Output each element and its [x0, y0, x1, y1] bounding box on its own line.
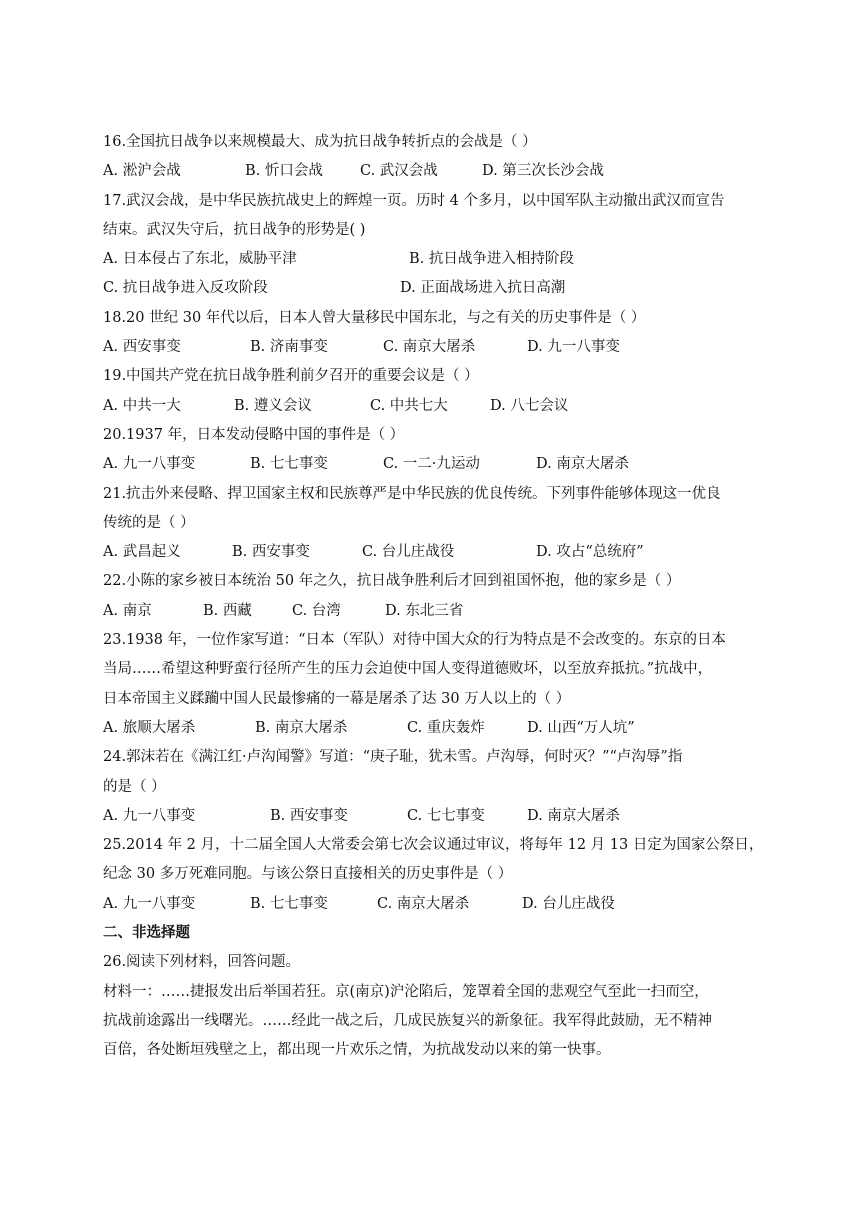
option-row — [103, 245, 768, 274]
option-b: B. 西安事变 — [270, 807, 348, 824]
option-b: B. 济南事变 — [250, 339, 328, 356]
option-row — [103, 538, 768, 567]
option-c: C. 台湾 — [292, 602, 341, 619]
option-a: A. 九一八事变 — [103, 895, 196, 912]
question-24 — [103, 743, 768, 831]
option-d: D. 八七会议 — [490, 397, 569, 414]
option-a: A. 淞沪会战 — [103, 163, 181, 180]
material-line: 百倍，各处断垣残壁之上，都出现一片欢乐之情，为抗战发动以来的第一快事。 — [103, 1042, 611, 1059]
option-a: A. 西安事变 — [103, 339, 181, 356]
question-stem-line: 19.中国共产党在抗日战争胜利前夕召开的重要会议是（ ） — [103, 368, 479, 385]
question-stem-line: 18.20 世纪 30 年代以后，日本人曾大量移民中国东北，与之有关的历史事件是（ ） — [103, 309, 646, 326]
option-b: B. 抗日战争进入相持阶段 — [409, 251, 574, 268]
option-a: A. 南京 — [103, 602, 152, 619]
question-23 — [103, 626, 768, 743]
option-row — [103, 714, 768, 743]
option-d: D. 九一八事变 — [527, 339, 620, 356]
question-16 — [103, 128, 768, 187]
material-line: 材料一：……捷报发出后举国若狂。京(南京)沪沦陷后，笼罩着全国的悲观空气至此一扫而空， — [103, 983, 709, 1000]
option-row — [103, 890, 768, 919]
option-b: B. 忻口会战 — [245, 163, 323, 180]
option-d: D. 东北三省 — [385, 602, 464, 619]
option-d: D. 台儿庄战役 — [522, 895, 615, 912]
option-d: D. 正面战场进入抗日高潮 — [400, 280, 566, 297]
option-c: C. 一二·九运动 — [383, 456, 480, 473]
option-a: A. 日本侵占了东北，威胁平津 — [103, 251, 297, 268]
question-stem-line: 17.武汉会战，是中华民族抗战史上的辉煌一页。历时 4 个多月，以中国军队主动撤出武汉而宣告 — [103, 192, 725, 209]
option-b: B. 七七事变 — [250, 895, 328, 912]
option-d: D. 山西“万人坑” — [527, 719, 635, 736]
option-d: D. 南京大屠杀 — [536, 456, 629, 473]
option-row — [103, 802, 768, 831]
option-d: D. 攻占“总统府” — [536, 544, 644, 561]
question-18 — [103, 304, 768, 363]
question-stem-line: 21.抗击外来侵略、捍卫国家主权和民族尊严是中华民族的优良传统。下列事件能够体现这一优良 — [103, 485, 721, 502]
option-c: C. 武汉会战 — [360, 163, 438, 180]
option-b: B. 西藏 — [203, 602, 252, 619]
option-c: C. 南京大屠杀 — [383, 339, 476, 356]
option-row — [103, 392, 768, 421]
material-line: 抗战前途露出一线曙光。……经此一战之后，几成民族复兴的新象征。我军得此鼓励，无不精神 — [103, 1012, 712, 1029]
option-c: C. 重庆轰炸 — [407, 719, 485, 736]
option-d: D. 南京大屠杀 — [527, 807, 620, 824]
question-25 — [103, 831, 768, 919]
question-20 — [103, 421, 768, 480]
exam-page — [103, 128, 768, 1066]
option-b: B. 西安事变 — [232, 544, 310, 561]
option-c: C. 七七事变 — [407, 807, 485, 824]
question-stem-line: 当局……希望这种野蛮行径所产生的压力会迫使中国人变得道德败坏，以至放弃抵抗。”抗战中， — [103, 661, 713, 678]
option-b: B. 七七事变 — [250, 456, 328, 473]
question-stem-line: 日本帝国主义蹂躏中国人民最惨痛的一幕是屠杀了达 30 万人以上的（ ） — [103, 690, 571, 707]
question-stem-line: 26.阅读下列材料，回答问题。 — [103, 954, 301, 971]
question-17 — [103, 187, 768, 304]
option-c: C. 南京大屠杀 — [377, 895, 470, 912]
question-19 — [103, 362, 768, 421]
question-stem-line: 24.郭沫若在《满江红·卢沟闻警》写道：“庚子耻，犹未雪。卢沟辱，何时灭？”“卢沟辱”指 — [103, 749, 683, 766]
option-a: A. 九一八事变 — [103, 807, 196, 824]
option-c: C. 中共七大 — [370, 397, 448, 414]
option-row — [103, 597, 768, 626]
question-stem-line: 结束。武汉失守后，抗日战争的形势是( ) — [103, 221, 366, 238]
option-a: A. 旅顺大屠杀 — [103, 719, 196, 736]
question-stem-line: 25.2014 年 2 月，十二届全国人大常委会第七次会议通过审议，将每年 12 月 13 日定为国家公祭日， — [103, 837, 764, 854]
option-d: D. 第三次长沙会战 — [482, 163, 604, 180]
question-stem-line: 22.小陈的家乡被日本统治 50 年之久，抗日战争胜利后才回到祖国怀抱，他的家乡是（ ） — [103, 573, 681, 590]
question-21 — [103, 480, 768, 568]
option-a: A. 中共一大 — [103, 397, 181, 414]
option-c: C. 抗日战争进入反攻阶段 — [103, 280, 268, 297]
option-b: B. 遵义会议 — [234, 397, 312, 414]
question-22 — [103, 567, 768, 626]
question-stem-line: 20.1937 年，日本发动侵略中国的事件是（ ） — [103, 426, 405, 443]
question-stem-line: 纪念 30 多万死难同胞。与该公祭日直接相关的历史事件是（ ） — [103, 866, 513, 883]
option-a: A. 武昌起义 — [103, 544, 181, 561]
option-a: A. 九一八事变 — [103, 456, 196, 473]
question-stem-line: 传统的是（ ） — [103, 514, 195, 531]
option-row — [103, 274, 768, 303]
option-b: B. 南京大屠杀 — [255, 719, 348, 736]
option-c: C. 台儿庄战役 — [362, 544, 455, 561]
option-row — [103, 333, 768, 362]
section-title: 二、非选择题 — [103, 925, 190, 942]
option-row — [103, 157, 768, 186]
question-26 — [103, 948, 768, 1065]
question-stem-line: 16.全国抗日战争以来规模最大、成为抗日战争转折点的会战是（ ） — [103, 134, 537, 150]
option-row — [103, 450, 768, 479]
question-stem-line: 的是（ ） — [103, 778, 166, 795]
question-stem-line: 23.1938 年，一位作家写道：“日本（军队）对待中国大众的行为特点是不会改变的。东京的日本 — [103, 632, 726, 649]
